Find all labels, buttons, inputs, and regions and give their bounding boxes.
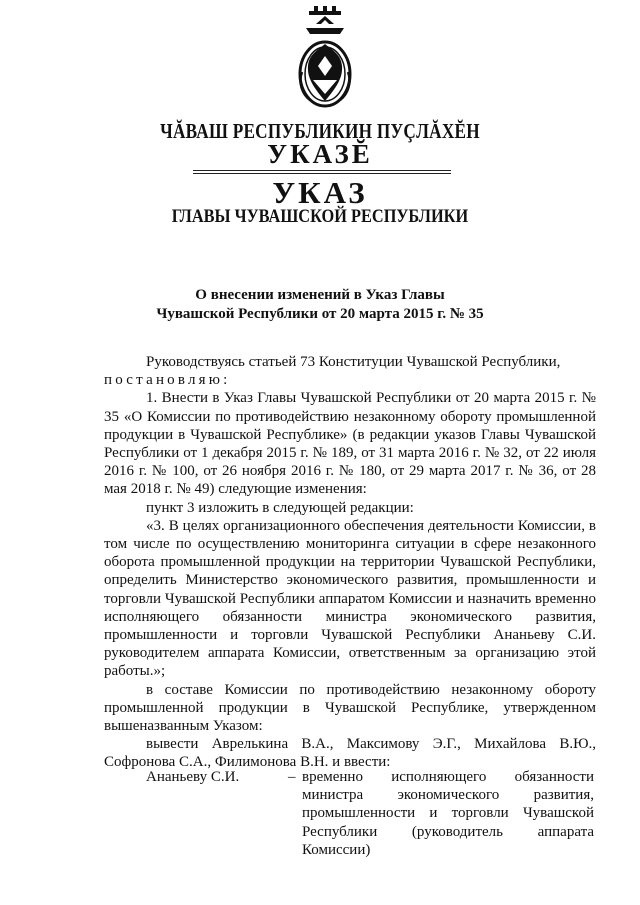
clause-point-3-intro: пункт 3 изложить в следующей редакции: [146,499,414,516]
commission-composition-paragraph: в составе Комиссии по противодействию незаконному обороту промышленной продукции в Чувашской Республике, утвержденном вышеназванным Указом: [104,681,596,735]
commission-changes-paragraph: вывести Аврелькина В.А., Максимову Э.Г., Михайлова В.Ю., Софронова С.А., Филимонова В.Н. и ввести: [104,736,596,771]
member-dash: – [288,769,296,785]
clause-point-3-text: «3. В целях организационного обеспечения деятельности Комиссии, в том числе по осуществлению мониторинга ситуации в сфере незаконного оборота промышленной продукции на территории Чувашской Республики, определить Министерство экономического развития, промышленности и торговли Чувашской Республики аппаратом Комиссии и назначить временно исполняющего обязанности министра экономического развития, промышленности и торговли Чувашской Республики Ананьеву С.И. руководителем аппарата Комиссии, ответственным за организацию этой работы.»; [104,517,596,680]
resolve-word-paragraph [104,371,596,389]
member-description: временно исполняющего обязанности министра экономического развития, промышленности и торговли Чувашской Республики (руководитель аппарата Комиссии) [302,769,594,858]
resolve-word: постановляю: [104,372,231,389]
russian-header-title: ГЛАВЫ ЧУВАШСКОЙ РЕСПУБЛИКИ [171,206,469,227]
document-title [0,286,640,324]
document-title-line-2: Чувашской Республики от 20 марта 2015 г. № 35 [156,306,484,322]
document-body [104,353,596,772]
chuvash-republic-emblem-icon [296,6,354,110]
preamble-paragraph [104,353,596,371]
member-name: Ананьеву С.И. [146,769,240,785]
header-divider [193,170,451,174]
clause-1-paragraph: 1. Внести в Указ Главы Чувашской Республики от 20 марта 2015 г. № 35 «О Комиссии по противодействию незаконному обороту промышленной продукции в Чувашской Республике» (в редакции указов Главы Чувашской Республики от 1 декабря 2015 г. № 189, от 31 марта 2016 г. № 32, от 22 июля 2016 г. № 100, от 26 ноября 2016 г. № 180, от 29 марта 2017 г. № 36, от 28 мая 2018 г. № 49) следующие изменения: [104,390,596,498]
chuvash-decree-word: УКАЗĔ [267,139,373,169]
russian-decree-word: УКАЗ [272,175,368,210]
preamble-text: Руководствуясь статьей 73 Конституции Чувашской Республики, [146,354,561,370]
chuvash-header-title: ЧĂВАШ РЕСПУБЛИКИН ПУÇЛĂХĔН [160,119,480,143]
document-title-line-1: О внесении изменений в Указ Главы [195,287,445,303]
